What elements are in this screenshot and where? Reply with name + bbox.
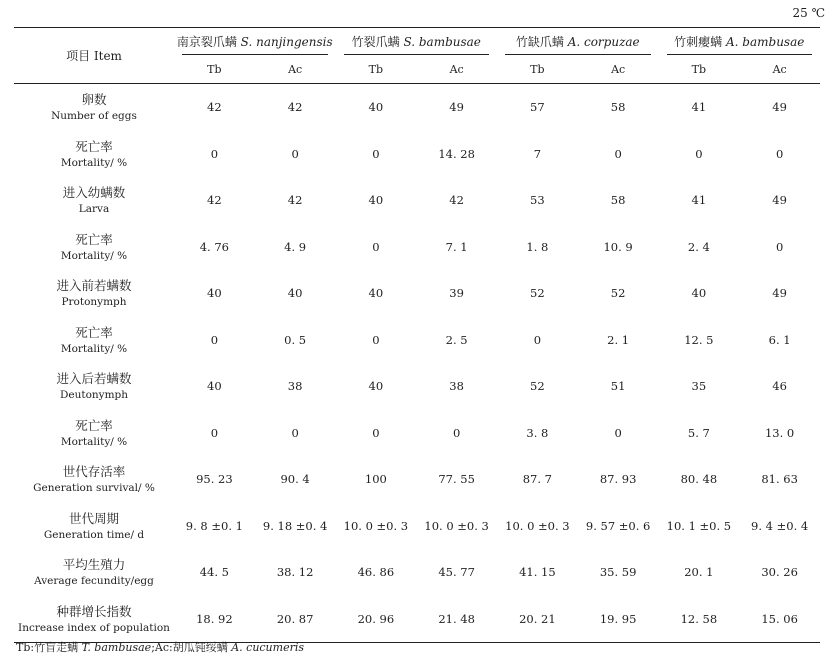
table-cell: 0: [695, 146, 703, 161]
group-header-4: 竹刺瘿螨 A. bambusae: [659, 28, 821, 56]
row-label-en: Number of eggs: [51, 110, 137, 123]
table-cell: 10. 0 ±0. 3: [505, 518, 570, 533]
row-label-en: Generation time/ d: [43, 528, 145, 541]
row-label-cn: 死亡率: [75, 231, 113, 247]
row-label-cn: 死亡率: [75, 324, 113, 340]
table-cell: 14. 28: [438, 146, 475, 161]
row-label-en: Increase index of population: [18, 621, 170, 634]
sub-header: Ac: [578, 55, 659, 84]
row-label-en: Protonymph: [61, 296, 127, 309]
table-cell: 58: [610, 193, 626, 208]
table-cell: 9. 57 ±0. 6: [585, 518, 651, 533]
table-cell: 41. 15: [519, 565, 556, 580]
row-label-cn: 死亡率: [75, 417, 113, 433]
row-label-cn: 死亡率: [75, 138, 113, 154]
table-cell: 0: [614, 425, 622, 440]
table-cell: 5. 7: [687, 425, 710, 440]
temperature-label: 25 ℃: [792, 6, 825, 20]
table-cell: 3. 8: [526, 425, 549, 440]
group-header-2: 竹裂爪螨 S. bambusae: [336, 28, 498, 56]
row-label: [14, 549, 174, 596]
table-cell: 42: [207, 193, 222, 208]
row-label-en: Mortality/ %: [60, 342, 128, 355]
row-label-en: Generation survival/ %: [33, 482, 155, 495]
table-cell: 81. 63: [761, 472, 798, 487]
table-cell: 41: [691, 193, 707, 208]
row-label: [14, 503, 174, 550]
row-label-en: Larva: [78, 203, 110, 216]
table-cell: 45. 77: [438, 565, 475, 580]
table-row: [14, 456, 820, 503]
table-cell: 0: [775, 239, 784, 254]
table-cell: 4. 76: [199, 239, 229, 254]
table-cell: 40: [368, 286, 384, 301]
table-cell: 21. 48: [416, 596, 497, 643]
table-cell: 15. 06: [739, 596, 820, 643]
table-cell: 52: [530, 379, 545, 394]
table-cell: 2. 4: [687, 239, 710, 254]
row-label: [14, 131, 174, 178]
row-label-cn: 进入前若螨数: [56, 278, 132, 294]
table-row: [14, 270, 820, 317]
table-cell: 20. 21: [497, 596, 578, 643]
table-cell: 0: [210, 146, 219, 161]
table-cell: 0: [372, 239, 380, 254]
table-cell: 0: [210, 332, 219, 347]
table-cell: 10. 0 ±0. 3: [424, 518, 489, 533]
table-cell: 0: [775, 146, 784, 161]
table-row: [14, 84, 820, 131]
row-label-cn: 世代存活率: [62, 464, 126, 480]
table-cell: 40: [287, 286, 303, 301]
table-cell: 0. 5: [284, 332, 307, 347]
table-cell: 9. 8 ±0. 1: [185, 518, 243, 533]
table-cell: 40: [207, 286, 222, 301]
table-cell: 20. 1: [684, 565, 714, 580]
table-row: [14, 503, 820, 550]
table-cell: 44. 5: [199, 565, 229, 580]
sub-header: Tb: [336, 55, 417, 84]
table-row: [14, 224, 820, 271]
table-cell: 0: [533, 332, 542, 347]
table-cell: 52: [610, 286, 626, 301]
table-cell: 80. 48: [680, 472, 718, 487]
sub-header: Tb: [174, 55, 255, 84]
sub-header: Ac: [255, 55, 336, 84]
table-cell: 100: [364, 472, 387, 487]
row-label-en: Mortality/ %: [60, 435, 128, 448]
table-header: [14, 28, 820, 84]
table-cell: 49: [772, 100, 787, 115]
table-cell: 90. 4: [280, 472, 310, 487]
table-cell: 19. 95: [578, 596, 659, 643]
table-cell: 4. 9: [284, 239, 307, 254]
row-label-cn: 世代周期: [68, 510, 119, 526]
row-label: [14, 84, 174, 131]
table-cell: 20. 87: [255, 596, 336, 643]
item-header: 项目 Item: [14, 28, 174, 84]
table-cell: 9. 18 ±0. 4: [262, 518, 328, 533]
table-row: [14, 131, 820, 178]
table-cell: 7. 1: [445, 239, 468, 254]
table-cell: 53: [530, 193, 545, 208]
row-label: [14, 456, 174, 503]
table-cell: 40: [207, 379, 222, 394]
table-cell: 20. 96: [336, 596, 417, 643]
row-label: [14, 596, 174, 643]
row-label: [14, 410, 174, 457]
table-cell: 6. 1: [768, 332, 791, 347]
table-cell: 58: [610, 100, 626, 115]
table-cell: 49: [449, 100, 464, 115]
table-row: [14, 549, 820, 596]
table-cell: 51: [610, 379, 626, 394]
table-cell: 49: [772, 193, 787, 208]
table-cell: 46: [772, 379, 787, 394]
row-label-cn: 种群增长指数: [56, 603, 132, 619]
table-cell: 0: [372, 332, 380, 347]
table-cell: 46. 86: [357, 565, 395, 580]
footnote: Tb:竹盲走螨 T. bambusae;Ac:胡瓜钝绥螨 A. cucumeris: [16, 641, 305, 654]
table-cell: 40: [691, 286, 707, 301]
table-cell: 0: [210, 425, 219, 440]
row-label-en: Average fecundity/egg: [34, 575, 154, 588]
life-table: [14, 27, 820, 643]
row-label: [14, 224, 174, 271]
group-header-1: 南京裂爪螨 S. nanjingensis: [174, 28, 336, 56]
table-cell: 10. 1 ±0. 5: [666, 518, 732, 533]
table-cell: 42: [449, 193, 464, 208]
row-label-cn: 进入后若螨数: [56, 371, 132, 387]
table-row: [14, 410, 820, 457]
table-cell: 13. 0: [764, 425, 795, 440]
table-cell: 0: [372, 146, 380, 161]
table-cell: 38: [449, 379, 464, 394]
table-cell: 10. 0 ±0. 3: [343, 518, 409, 533]
table-cell: 42: [287, 100, 303, 115]
table-cell: 0: [452, 425, 461, 440]
table-body: [14, 84, 820, 643]
table-cell: 9. 4 ±0. 4: [751, 518, 809, 533]
table-cell: 40: [368, 100, 384, 115]
table-cell: 7: [533, 146, 542, 161]
table-cell: 10. 9: [603, 239, 633, 254]
table-cell: 12. 58: [659, 596, 740, 643]
group-header-3: 竹缺爪螨 A. corpuzae: [497, 28, 659, 56]
table-cell: 38: [287, 379, 303, 394]
row-label-cn: 平均生殖力: [62, 557, 126, 573]
row-label-cn: 进入幼螨数: [62, 185, 126, 201]
row-label-en: Mortality/ %: [60, 249, 128, 262]
row-label-en: Mortality/ %: [60, 156, 128, 169]
row-label: [14, 317, 174, 364]
table-cell: 0: [614, 146, 622, 161]
sub-header: Tb: [497, 55, 578, 84]
table-cell: 39: [449, 286, 464, 301]
table-cell: 1. 8: [526, 239, 549, 254]
table-cell: 35. 59: [599, 565, 637, 580]
row-label-cn: 卵数: [81, 92, 107, 108]
table-cell: 52: [530, 286, 545, 301]
table-cell: 57: [530, 100, 545, 115]
row-label-en: Deutonymph: [59, 389, 129, 402]
table-cell: 0: [291, 425, 299, 440]
row-label: [14, 177, 174, 224]
table-cell: 18. 92: [174, 596, 255, 643]
table-cell: 87. 7: [522, 472, 552, 487]
table-cell: 35: [691, 379, 707, 394]
table-cell: 12. 5: [684, 332, 714, 347]
table-cell: 42: [287, 193, 303, 208]
table-cell: 41: [691, 100, 707, 115]
table-cell: 2. 1: [607, 332, 630, 347]
sub-header: Ac: [416, 55, 497, 84]
row-label: [14, 363, 174, 410]
table-cell: 2. 5: [445, 332, 468, 347]
sub-header: Tb: [659, 55, 740, 84]
table-row: [14, 363, 820, 410]
table-cell: 42: [207, 100, 222, 115]
table-cell: 40: [368, 379, 384, 394]
table-cell: 95. 23: [196, 472, 233, 487]
table-cell: 77. 55: [438, 472, 475, 487]
table-cell: 87. 93: [599, 472, 637, 487]
table-row: [14, 596, 820, 643]
table-cell: 0: [372, 425, 380, 440]
table-row: [14, 317, 820, 364]
table-cell: 40: [368, 193, 384, 208]
table-row: [14, 177, 820, 224]
table-cell: 30. 26: [761, 565, 798, 580]
row-label: [14, 270, 174, 317]
table-cell: 0: [291, 146, 299, 161]
table-cell: 38. 12: [276, 565, 314, 580]
table-cell: 49: [772, 286, 787, 301]
sub-header: Ac: [739, 55, 820, 84]
